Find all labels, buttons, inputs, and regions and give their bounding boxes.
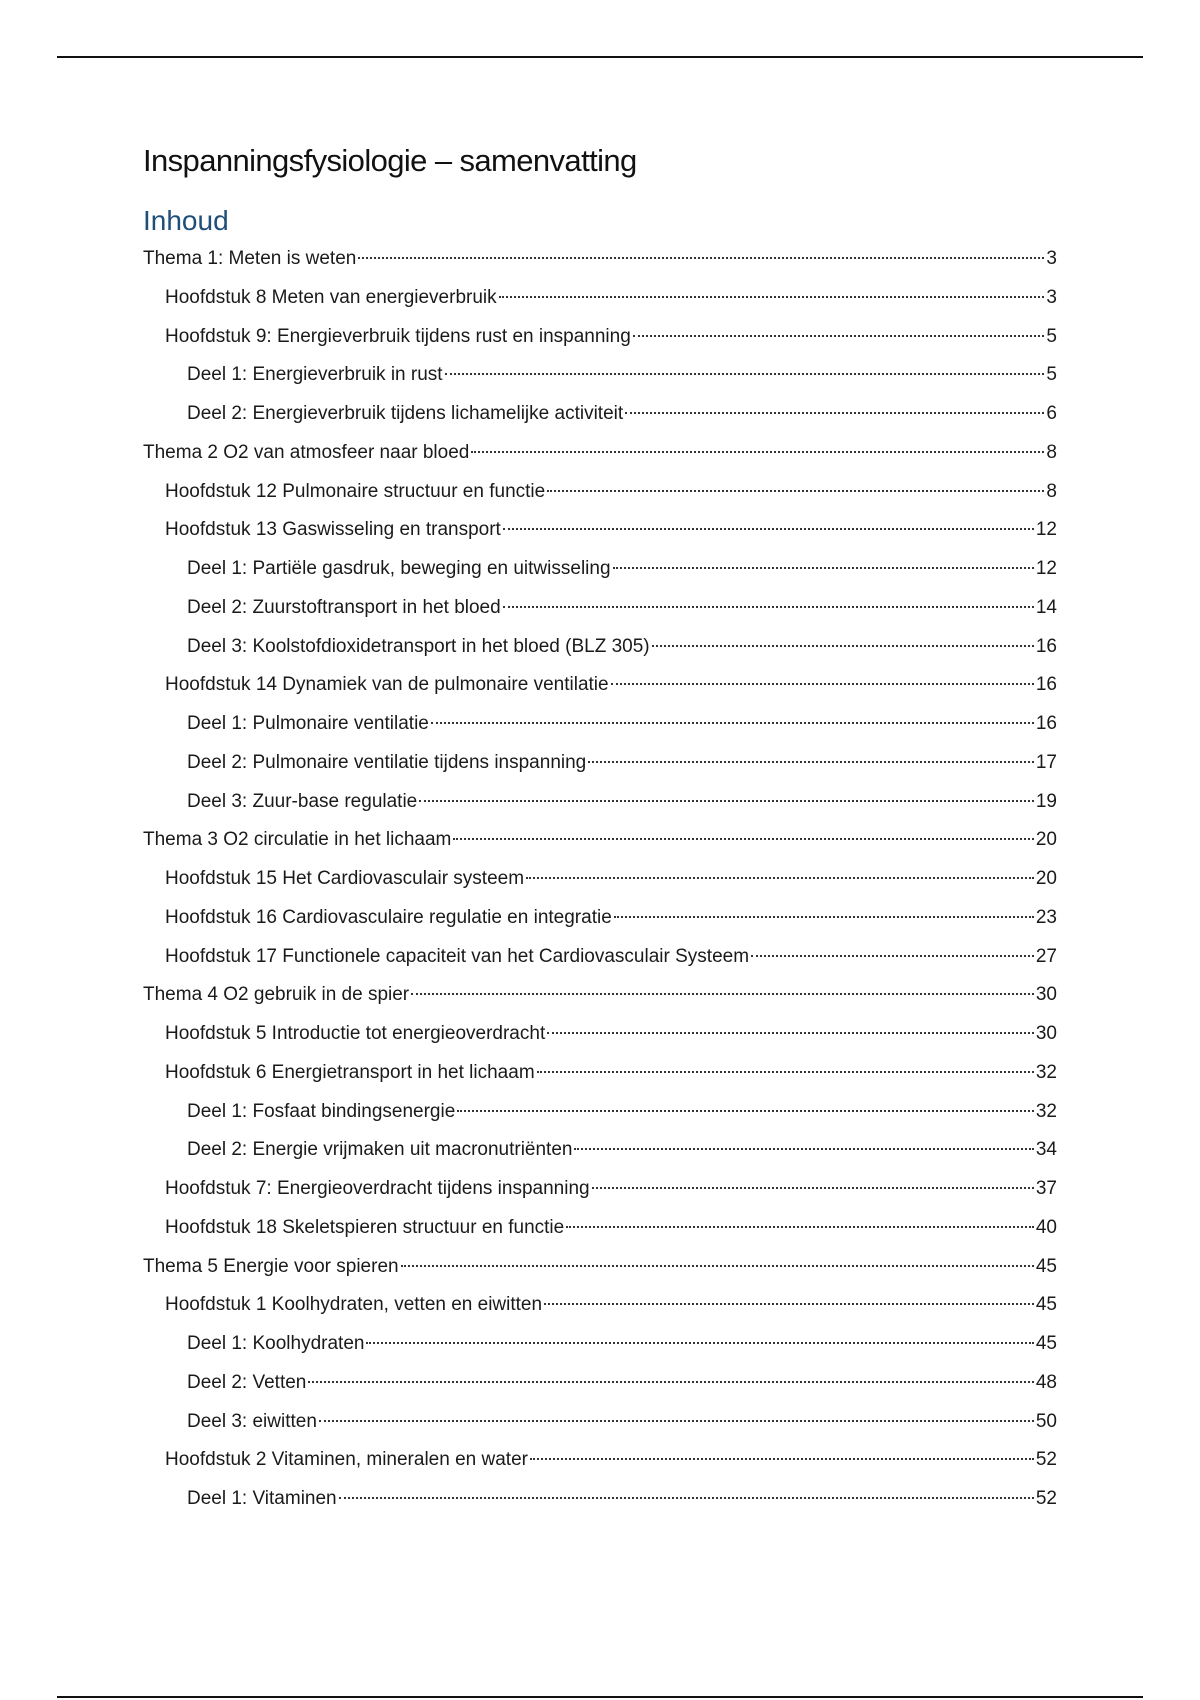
toc-entry[interactable] — [165, 285, 1057, 311]
toc-dot-leader — [547, 490, 1044, 492]
toc-page-number: 27 — [1035, 945, 1057, 967]
toc-page-number: 6 — [1046, 403, 1057, 424]
toc-entry[interactable] — [187, 1409, 1057, 1435]
toc-page-number: 45 — [1035, 1333, 1057, 1354]
toc-dot-leader — [319, 1420, 1034, 1422]
toc-page-number: 20 — [1035, 829, 1057, 851]
toc-dot-leader — [526, 877, 1034, 879]
toc-page-number: 16 — [1035, 674, 1057, 696]
footer-rule — [57, 1696, 1143, 1698]
toc-entry[interactable] — [187, 556, 1057, 582]
toc-dot-leader — [453, 838, 1033, 840]
toc-entry[interactable] — [165, 324, 1057, 350]
toc-dot-leader — [574, 1148, 1033, 1150]
toc-dot-leader — [358, 257, 1044, 259]
toc-entry[interactable] — [187, 750, 1057, 776]
toc-dot-leader — [566, 1226, 1034, 1228]
toc-entry-title: Hoofdstuk 14 Dynamiek van de pulmonaire ventilatie — [165, 674, 609, 696]
toc-page-number: 16 — [1035, 713, 1057, 734]
toc-entry[interactable] — [187, 1137, 1057, 1163]
toc-page-number: 12 — [1035, 519, 1057, 541]
toc-entry[interactable] — [143, 246, 1057, 272]
toc-entry[interactable] — [165, 944, 1057, 970]
toc-entry-title: Deel 3: Zuur-base regulatie — [187, 790, 418, 812]
toc-entry-title: Thema 3 O2 circulatie in het lichaam — [143, 829, 452, 851]
toc-entry-title: Deel 3: Koolstofdioxidetransport in het bloed (BLZ 305) — [187, 635, 650, 657]
toc-entry-title: Hoofdstuk 7: Energieoverdracht tijdens inspanning — [165, 1178, 590, 1199]
toc-page-number: 48 — [1035, 1371, 1057, 1393]
toc-entry-title: Deel 2: Energieverbruik tijdens lichamelijke activiteit — [187, 403, 624, 424]
toc-page-number: 17 — [1035, 751, 1057, 773]
toc-entry[interactable] — [143, 827, 1057, 853]
toc-page-number: 19 — [1035, 790, 1057, 812]
toc-entry-title: Hoofdstuk 12 Pulmonaire structuur en functie — [165, 480, 546, 502]
toc-page-number: 52 — [1035, 1488, 1057, 1509]
toc-entry-title: Hoofdstuk 6 Energietransport in het lichaam — [165, 1061, 535, 1083]
toc-entry[interactable] — [187, 362, 1057, 388]
toc-entry-title: Thema 5 Energie voor spieren — [143, 1255, 399, 1277]
document-title: Inspanningsfysiologie – samenvatting — [143, 143, 637, 178]
toc-dot-leader — [613, 567, 1034, 569]
toc-page-number: 45 — [1035, 1255, 1057, 1277]
toc-dot-leader — [544, 1303, 1034, 1305]
toc-entry-title: Hoofdstuk 2 Vitaminen, mineralen en water — [165, 1449, 528, 1471]
toc-dot-leader — [625, 412, 1044, 414]
toc-entry[interactable] — [187, 595, 1057, 621]
toc-entry-title: Hoofdstuk 18 Skeletspieren structuur en functie — [165, 1216, 565, 1238]
toc-entry-title: Hoofdstuk 8 Meten van energieverbruik — [165, 286, 497, 308]
toc-entry-title: Deel 2: Vetten — [187, 1371, 307, 1393]
toc-entry[interactable] — [187, 1486, 1057, 1512]
toc-entry[interactable] — [165, 905, 1057, 931]
toc-entry-title: Deel 1: Koolhydraten — [187, 1333, 365, 1354]
toc-entry[interactable] — [165, 517, 1057, 543]
toc-entry-title: Hoofdstuk 13 Gaswisseling en transport — [165, 519, 501, 541]
toc-dot-leader — [445, 373, 1045, 375]
toc-dot-leader — [308, 1381, 1033, 1383]
toc-page-number: 37 — [1035, 1178, 1057, 1199]
toc-page-number: 30 — [1035, 984, 1057, 1006]
toc-page-number: 30 — [1035, 1023, 1057, 1044]
toc-dot-leader — [614, 916, 1034, 918]
toc-entry[interactable] — [165, 1292, 1057, 1318]
toc-entry[interactable] — [165, 479, 1057, 505]
toc-page-number: 23 — [1035, 906, 1057, 928]
toc-page-number: 14 — [1035, 596, 1057, 618]
toc-entry-title: Hoofdstuk 5 Introductie tot energieoverdracht — [165, 1023, 546, 1044]
toc-entry-title: Thema 2 O2 van atmosfeer naar bloed — [143, 441, 470, 463]
toc-entry-title: Hoofdstuk 9: Energieverbruik tijdens rust en inspanning — [165, 325, 631, 347]
toc-entry[interactable] — [187, 634, 1057, 660]
toc-entry-title: Thema 4 O2 gebruik in de spier — [143, 984, 410, 1006]
toc-dot-leader — [652, 645, 1034, 647]
toc-entry[interactable] — [187, 711, 1057, 737]
toc-dot-leader — [431, 722, 1034, 724]
toc-heading: Inhoud — [143, 205, 229, 236]
toc-entry[interactable] — [143, 440, 1057, 466]
toc-page-number: 16 — [1035, 635, 1057, 657]
toc-dot-leader — [633, 335, 1045, 337]
toc-dot-leader — [537, 1071, 1034, 1073]
toc-dot-leader — [471, 451, 1044, 453]
toc-page-number: 40 — [1035, 1216, 1057, 1238]
toc-page-number: 32 — [1035, 1061, 1057, 1083]
toc-entry[interactable] — [143, 1254, 1057, 1280]
toc-dot-leader — [588, 761, 1034, 763]
toc-entry-title: Deel 1: Pulmonaire ventilatie — [187, 713, 429, 734]
toc-dot-leader — [366, 1342, 1033, 1344]
toc-dot-leader — [457, 1110, 1034, 1112]
toc-entry-title: Deel 2: Zuurstoftransport in het bloed — [187, 596, 501, 618]
toc-dot-leader — [411, 993, 1034, 995]
toc-entry[interactable] — [187, 1370, 1057, 1396]
toc-entry-title: Deel 2: Energie vrijmaken uit macronutriënten — [187, 1139, 573, 1161]
toc-entry-title: Deel 1: Fosfaat bindingsenergie — [187, 1100, 456, 1122]
toc-entry-title: Hoofdstuk 1 Koolhydraten, vetten en eiwitten — [165, 1294, 543, 1316]
toc-entry[interactable] — [187, 789, 1057, 815]
toc-entry[interactable] — [165, 1447, 1057, 1473]
toc-entry[interactable] — [165, 1176, 1057, 1202]
toc-dot-leader — [503, 528, 1034, 530]
toc-dot-leader — [401, 1265, 1034, 1267]
toc-entry-title: Deel 1: Energieverbruik in rust — [187, 364, 443, 386]
toc-entry[interactable] — [187, 401, 1057, 427]
toc-entry[interactable] — [187, 1331, 1057, 1357]
toc-entry[interactable] — [165, 1215, 1057, 1241]
toc-page-number: 20 — [1035, 868, 1057, 889]
toc-page-number: 3 — [1046, 286, 1057, 308]
toc-dot-leader — [339, 1497, 1034, 1499]
toc-entry-title: Hoofdstuk 17 Functionele capaciteit van het Cardiovasculair Systeem — [165, 945, 750, 967]
toc-dot-leader — [503, 606, 1034, 608]
toc-entry[interactable] — [165, 1060, 1057, 1086]
toc-page-number: 50 — [1035, 1410, 1057, 1432]
toc-page-number: 3 — [1046, 248, 1057, 269]
toc-dot-leader — [592, 1187, 1034, 1189]
toc-page-number: 12 — [1035, 558, 1057, 579]
header-rule — [57, 56, 1143, 58]
toc-entry[interactable] — [165, 672, 1057, 698]
toc-dot-leader — [547, 1032, 1034, 1034]
toc-entry[interactable] — [143, 982, 1057, 1008]
toc-entry[interactable] — [165, 866, 1057, 892]
toc-page-number: 32 — [1035, 1100, 1057, 1122]
toc-dot-leader — [611, 683, 1034, 685]
toc-dot-leader — [530, 1458, 1034, 1460]
toc-page-number: 52 — [1035, 1449, 1057, 1471]
toc-entry-title: Thema 1: Meten is weten — [143, 248, 357, 269]
toc-entry[interactable] — [165, 1021, 1057, 1047]
toc-entry-title: Hoofdstuk 16 Cardiovasculaire regulatie en integratie — [165, 906, 612, 928]
toc-dot-leader — [751, 955, 1034, 957]
toc-entry-title: Deel 1: Partiële gasdruk, beweging en uitwisseling — [187, 558, 611, 579]
toc-page-number: 5 — [1046, 364, 1057, 386]
toc-page-number: 8 — [1046, 441, 1057, 463]
toc-dot-leader — [419, 800, 1034, 802]
toc-page-number: 5 — [1046, 325, 1057, 347]
toc-entry-title: Hoofdstuk 15 Het Cardiovasculair systeem — [165, 868, 525, 889]
toc-page-number: 8 — [1046, 480, 1057, 502]
toc-page-number: 34 — [1035, 1139, 1057, 1161]
toc-page-number: 45 — [1035, 1294, 1057, 1316]
toc-entry-title: Deel 1: Vitaminen — [187, 1488, 337, 1509]
toc-dot-leader — [499, 296, 1045, 298]
toc-entry-title: Deel 2: Pulmonaire ventilatie tijdens inspanning — [187, 751, 587, 773]
toc-entry[interactable] — [187, 1099, 1057, 1125]
toc-entry-title: Deel 3: eiwitten — [187, 1410, 317, 1432]
